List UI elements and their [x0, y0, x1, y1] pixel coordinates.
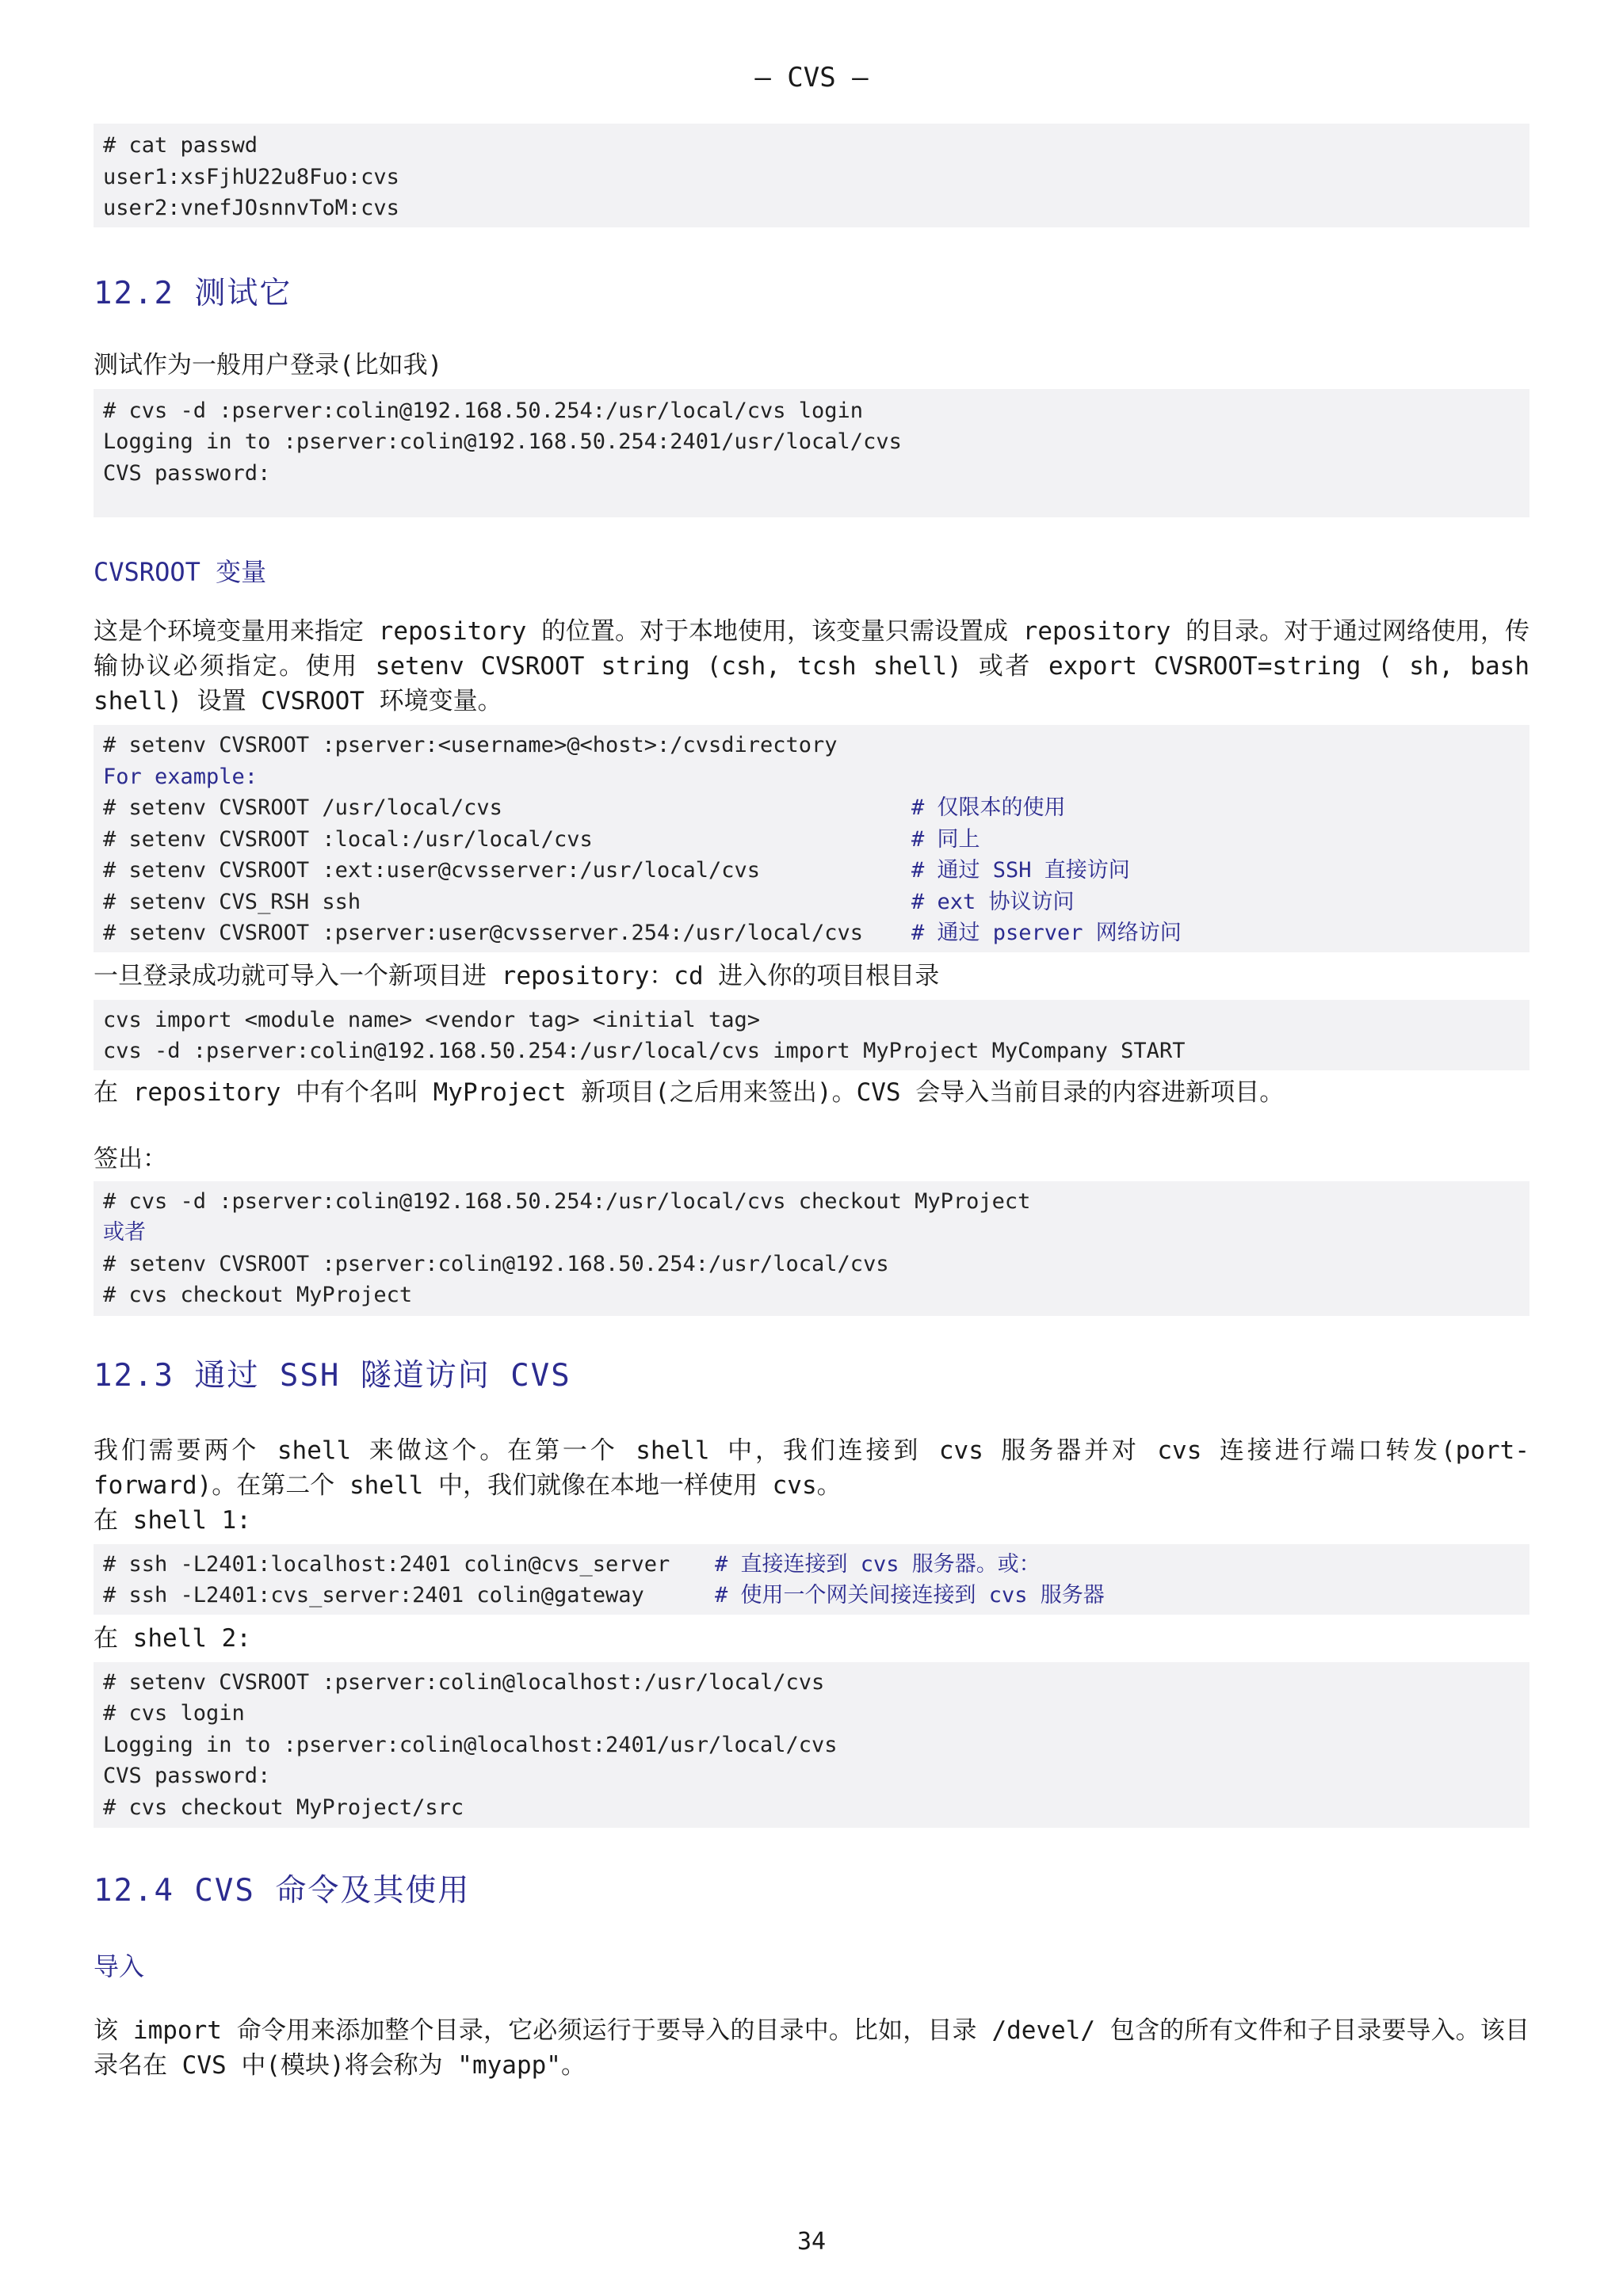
- section-heading-12-4: 12.4 CVS 命令及其使用: [94, 1873, 471, 1909]
- code-line: cvs import <module name> <vendor tag> <initial tag>: [103, 1007, 761, 1032]
- code-line: user2:vnefJOsnnvToM:cvs: [103, 196, 399, 220]
- code-line: cvs -d :pserver:colin@192.168.50.254:/usr/local/cvs import MyProject MyCompany START: [103, 1039, 1186, 1063]
- code-command: # setenv CVSROOT :local:/usr/local/cvs: [103, 826, 593, 852]
- code-line: [103, 1549, 1520, 1581]
- code-line: # setenv CVSROOT :pserver:colin@localhost:/usr/local/cvs: [103, 1669, 825, 1695]
- code-line: CVS password:: [103, 460, 271, 486]
- paragraph-cvsroot: 这是个环境变量用来指定 repository 的位置。对于本地使用，该变量只需设置成 repository 的目录。对于通过网络使用，传输协议必须指定。使用 setenv CVSROOT string (csh, tcsh shell) 或者 export CVSROOT=string ( sh, bash shell) 设置 CVSROOT 环境变量。: [94, 617, 1529, 715]
- code-line: Logging in to :pserver:colin@localhost:2401/usr/local/cvs: [103, 1732, 838, 1757]
- code-line: [103, 1580, 1520, 1611]
- code-command: # setenv CVS_RSH ssh: [103, 889, 361, 914]
- code-line: [103, 824, 1520, 856]
- paragraph-test-intro: 测试作为一般用户登录(比如我): [94, 350, 443, 379]
- code-line: CVS password:: [103, 1764, 271, 1788]
- code-command: # ssh -L2401:cvs_server:2401 colin@gateway: [103, 1583, 644, 1608]
- paragraph-import-after: 在 repository 中有个名叫 MyProject 新项目(之后用来签出)。CVS 会导入当前目录的内容进新项目。: [94, 1077, 1285, 1107]
- code-line: # cvs -d :pserver:colin@192.168.50.254:/usr/local/cvs checkout MyProject: [103, 1188, 1031, 1214]
- shell1-label: 在 shell 1:: [94, 1505, 251, 1535]
- code-block-import: [94, 1000, 1529, 1070]
- code-block-setenv: [94, 725, 1529, 952]
- code-block-shell2: [94, 1662, 1529, 1829]
- subheading-cvsroot-variable: CVSROOT 变量: [94, 557, 267, 587]
- code-line: user1:xsFjhU22u8Fuo:cvs: [103, 164, 399, 189]
- code-comment: # 通过 pserver 网络访问: [911, 921, 1182, 945]
- running-header: — CVS —: [754, 62, 869, 93]
- code-block-checkout: [94, 1181, 1529, 1316]
- code-comment: # 同上: [911, 826, 980, 852]
- code-command: # setenv CVSROOT :ext:user@cvsserver:/usr/local/cvs: [103, 858, 761, 883]
- code-line: [103, 855, 1520, 887]
- code-line: [103, 792, 1520, 824]
- code-command: # setenv CVSROOT /usr/local/cvs: [103, 795, 502, 820]
- code-command: # ssh -L2401:localhost:2401 colin@cvs_server: [103, 1551, 670, 1577]
- code-line: [103, 917, 1520, 949]
- code-line: # cvs checkout MyProject: [103, 1283, 413, 1307]
- code-block-login: [94, 389, 1529, 518]
- code-comment: # ext 协议访问: [911, 889, 1075, 914]
- section-heading-12-3: 12.3 通过 SSH 隧道访问 CVS: [94, 1357, 571, 1394]
- code-line-or: 或者: [103, 1220, 146, 1245]
- code-comment: # 通过 SSH 直接访问: [911, 858, 1130, 883]
- code-comment: # 使用一个网关间接连接到 cvs 服务器: [715, 1583, 1105, 1608]
- code-line-example-label: For example:: [103, 764, 258, 789]
- code-block-passwd: [94, 124, 1529, 227]
- code-line: # cvs checkout MyProject/src: [103, 1794, 464, 1820]
- code-comment: # 直接连接到 cvs 服务器。或：: [715, 1551, 1041, 1577]
- code-comment: # 仅限本的使用: [911, 795, 1066, 820]
- code-block-shell1: [94, 1544, 1529, 1615]
- section-heading-12-2: 12.2 测试它: [94, 275, 292, 311]
- paragraph-import-command: 该 import 命令用来添加整个目录，它必须运行于要导入的目录中。比如，目录 /devel/ 包含的所有文件和子目录要导入。该目录名在 CVS 中(模块)将会称为 "myapp"。: [94, 2016, 1529, 2080]
- paragraph-import-intro: 一旦登录成功就可导入一个新项目进 repository：cd 进入你的项目根目录: [94, 961, 940, 990]
- page-content: [94, 124, 1529, 2083]
- code-line: # setenv CVSROOT :pserver:<username>@<host>:/cvsdirectory: [103, 733, 838, 757]
- subheading-import: 导入: [94, 1951, 145, 1981]
- code-line: # cvs -d :pserver:colin@192.168.50.254:/usr/local/cvs login: [103, 398, 864, 423]
- code-line: # setenv CVSROOT :pserver:colin@192.168.50.254:/usr/local/cvs: [103, 1251, 889, 1276]
- paragraph-ssh-tunnel: 我们需要两个 shell 来做这个。在第一个 shell 中，我们连接到 cvs 服务器并对 cvs 连接进行端口转发(port-forward)。在第二个 shell 中，我们就像在本地一样使用 cvs。: [94, 1436, 1529, 1500]
- shell2-label: 在 shell 2:: [94, 1623, 251, 1653]
- code-command: # setenv CVSROOT :pserver:user@cvsserver.254:/usr/local/cvs: [103, 921, 864, 945]
- code-line: [103, 887, 1520, 918]
- code-line: # cat passwd: [103, 133, 258, 158]
- code-line: # cvs login: [103, 1701, 245, 1726]
- page-number: 34: [796, 2228, 827, 2256]
- checkout-label: 签出：: [94, 1144, 167, 1173]
- code-line: Logging in to :pserver:colin@192.168.50.254:2401/usr/local/cvs: [103, 429, 902, 454]
